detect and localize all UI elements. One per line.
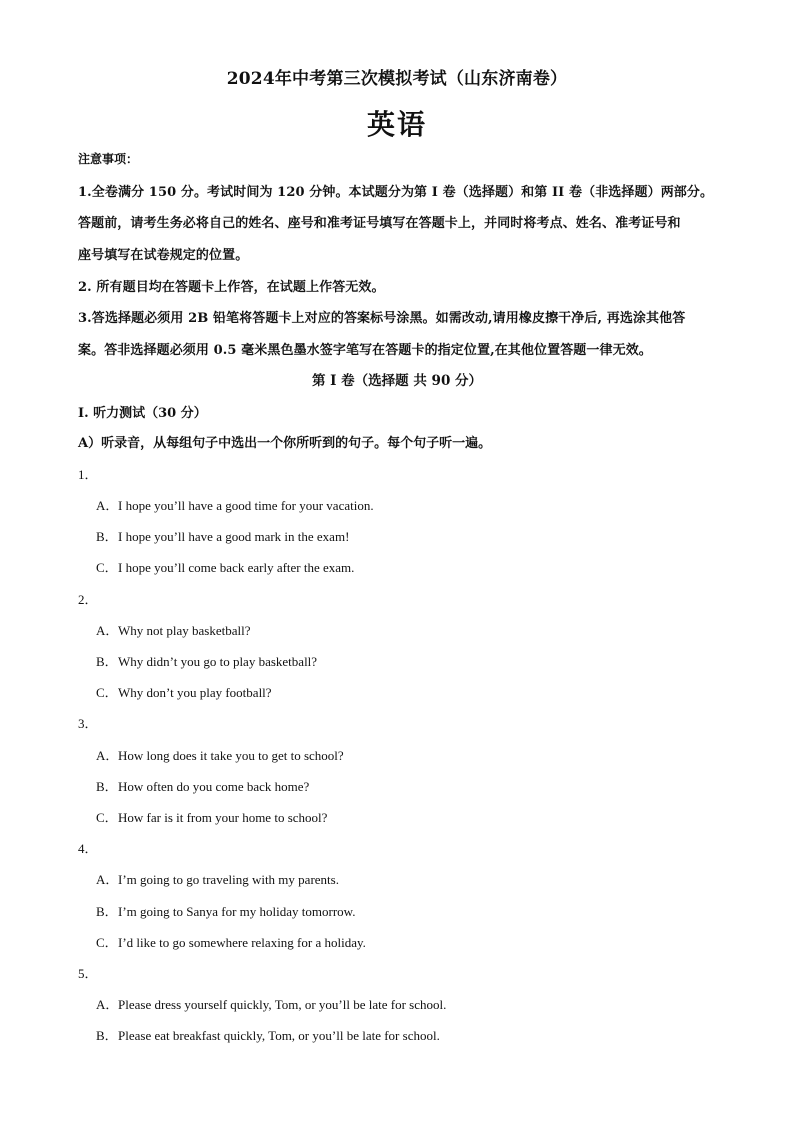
note-line: 答题前，请考生务必将自己的姓名、座号和准考证号填写在答题卡上，并同时将考点、姓名、准考证号和 — [78, 216, 681, 231]
option-letter: A． — [96, 498, 119, 513]
option-letter: B． — [96, 779, 118, 794]
option-text: I’m going to Sanya for my holiday tomorrow. — [118, 904, 356, 919]
option-letter: B． — [96, 654, 118, 669]
option-letter: A． — [96, 623, 119, 638]
option-text: How often do you come back home? — [118, 779, 310, 794]
option-letter: C． — [96, 685, 118, 700]
option — [96, 526, 349, 545]
instruction: A）听录音，从每组句子中选出一个你所听到的句子。每个句子听一遍。 — [78, 436, 492, 451]
option-letter: A． — [96, 748, 119, 763]
note-line: 座号填写在试卷规定的位置。 — [78, 248, 249, 263]
option-letter: A． — [96, 997, 119, 1012]
option-text: Why didn’t you go to play basketball? — [118, 654, 318, 669]
section-title: 第 I 卷（选择题 共 90 分） — [311, 373, 483, 389]
option — [96, 869, 339, 888]
exam-title: 2024年中考第三次模拟考试（山东济南卷） — [226, 69, 568, 89]
option — [96, 557, 354, 576]
notes-heading: 注意事项： — [78, 152, 139, 166]
option — [96, 682, 272, 701]
note-line: 1.全卷满分 150 分。考试时间为 120 分钟。本试题分为第 I 卷（选择题）和第 II 卷（非选择题）两部分。 — [78, 185, 714, 200]
question-number: 4． — [78, 841, 98, 856]
option — [96, 651, 317, 670]
part-title: Ⅰ. 听力测试（30 分） — [78, 406, 207, 421]
option-text: I’d like to go somewhere relaxing for a holiday. — [118, 935, 366, 950]
option-text: I hope you’ll have a good time for your vacation. — [118, 498, 374, 513]
option — [96, 776, 309, 795]
option — [96, 807, 327, 826]
question-number: 5． — [78, 966, 98, 981]
option-text: How far is it from your home to school? — [118, 810, 328, 825]
question-number: 1． — [78, 467, 98, 482]
option-text: I hope you’ll come back early after the exam. — [118, 560, 355, 575]
note-line: 2. 所有题目均在答题卡上作答，在试题上作答无效。 — [78, 280, 385, 295]
option-letter: C． — [96, 810, 118, 825]
option — [96, 745, 344, 764]
option-letter: C． — [96, 935, 118, 950]
option — [96, 1025, 440, 1044]
question-number: 2． — [78, 592, 98, 607]
option — [96, 901, 355, 920]
option-letter: B． — [96, 529, 118, 544]
note-line: 案。答非选择题必须用 0.5 毫米黑色墨水签字笔写在答题卡的指定位置,在其他位置答题一律无效。 — [78, 343, 652, 358]
option-text: Why not play basketball? — [118, 623, 251, 638]
option — [96, 994, 446, 1013]
option — [96, 495, 374, 514]
option-text: Please eat breakfast quickly, Tom, or you’ll be late for school. — [118, 1028, 440, 1043]
option — [96, 932, 366, 951]
note-line: 3.答选择题必须用 2B 铅笔将答题卡上对应的答案标号涂黑。如需改动,请用橡皮擦干净后, 再选涂其他答 — [78, 311, 686, 326]
option — [96, 620, 251, 639]
option-text: Why don’t you play football? — [118, 685, 272, 700]
option-letter: B． — [96, 904, 118, 919]
option-letter: B． — [96, 1028, 118, 1043]
option-text: How long does it take you to get to school? — [118, 748, 344, 763]
option-text: I’m going to go traveling with my parents. — [118, 872, 339, 887]
question-number: 3． — [78, 716, 98, 731]
option-letter: A． — [96, 872, 119, 887]
option-text: I hope you’ll have a good mark in the exam! — [118, 529, 350, 544]
option-letter: C． — [96, 560, 118, 575]
subject-title: 英语 — [366, 108, 427, 141]
option-text: Please dress yourself quickly, Tom, or you’ll be late for school. — [118, 997, 447, 1012]
